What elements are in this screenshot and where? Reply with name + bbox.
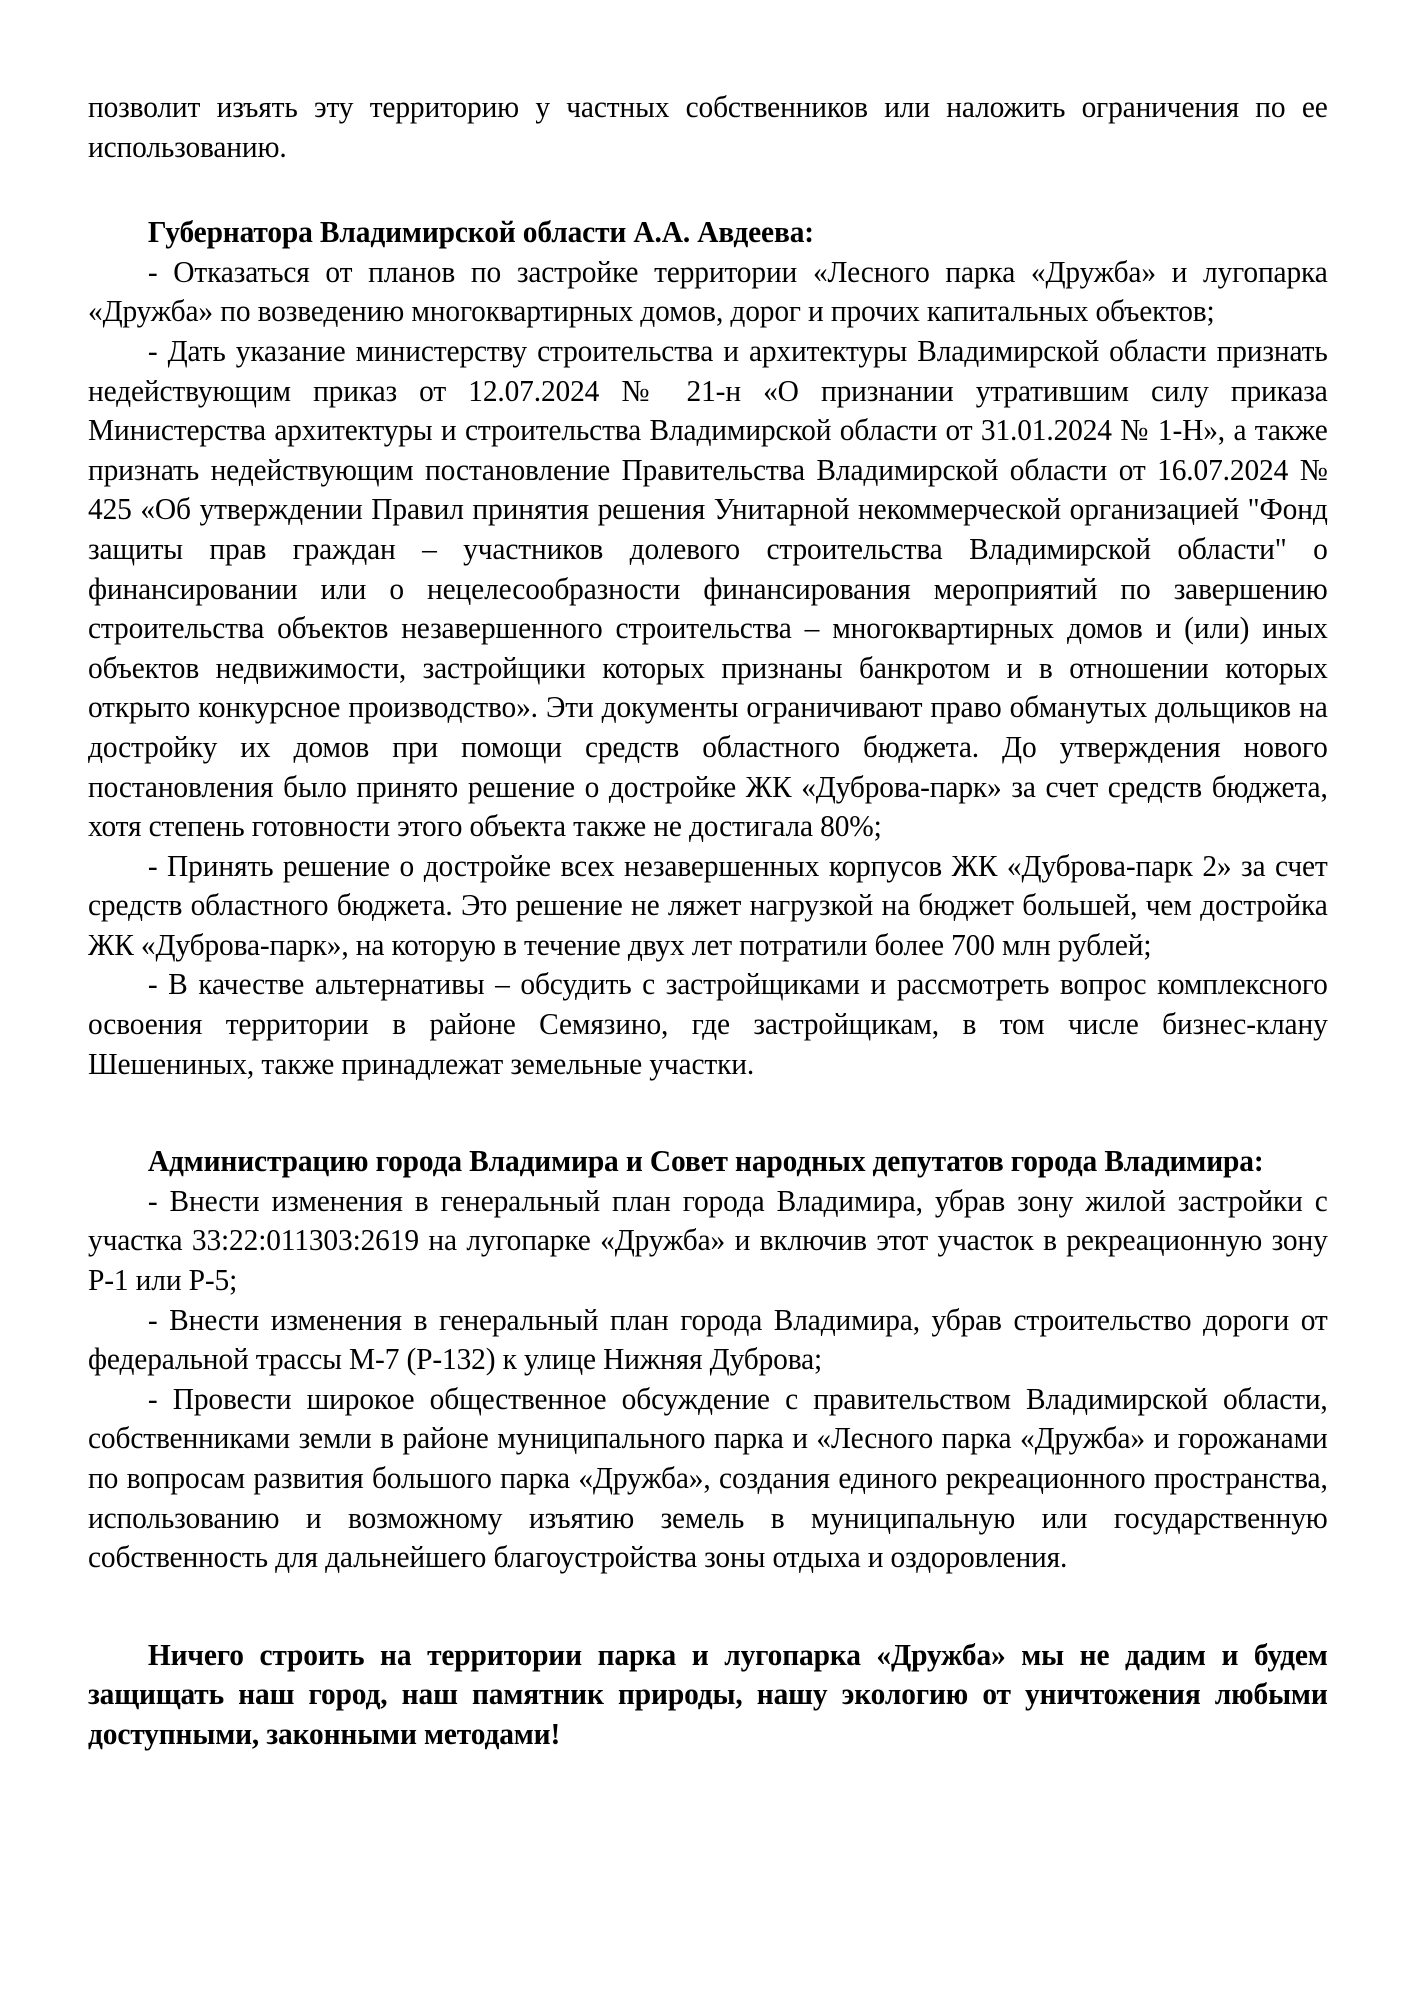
paragraph-closing-statement: Ничего строить на территории парка и лугопарка «Дружба» мы не дадим и будем защищать наш город, наш памятник природы, нашу экологию от уничтожения любыми доступными, законными методами! bbox=[88, 1637, 1328, 1751]
paragraph-city-item-2: - Внести изменения в генеральный план города Владимира, убрав строительство дороги от федеральной трассы М-7 (Р-132) к улице Нижняя Дуброва; bbox=[88, 1302, 1328, 1377]
paragraph-governor-item-1: - Отказаться от планов по застройке территории «Лесного парка «Дружба» и лугопарка «Дружба» по возведению многоквартирных домов, дорог и прочих капитальных объектов; bbox=[88, 254, 1328, 329]
paragraph-governor-item-4: - В качестве альтернативы – обсудить с застройщиками и рассмотреть вопрос комплексного освоения территории в районе Семязино, где застройщикам, в том числе бизнес-клану Шешениных, также принадлежат земельные участки. bbox=[88, 967, 1328, 1081]
paragraph-continuation: позволит изъять эту территорию у частных собственников или наложить ограничения по ее использованию. bbox=[88, 90, 1328, 164]
paragraph-governor-item-2: - Дать указание министерству строительства и архитектуры Владимирской области признать недействующим приказ от 12.07.2024 № 21-н «О признании утратившим силу приказа Министерства архитектуры и строительства Владимирской области от 31.01.2024 № 1-Н», а также признать недействующим постановление Правительства Владимирской области от 16.07.2024 № 425 «Об утверждении Правил принятия решения Унитарной некоммерческой организацией "Фонд защиты прав граждан – участников долевого строительства Владимирской области" о финансировании или о нецелесообразности финансирования мероприятий по завершению строительства объектов незавершенного строительства – многоквартирных домов и (или) иных объектов недвижимости, застройщики которых признаны банкротом и в отношении которых открыто конкурсное производство». Эти документы ограничивают право обманутых дольщиков на достройку их домов при помощи средств областного бюджета. До утверждения нового постановления было принято решение о достройке ЖК «Дуброва-парк» за счет средств бюджета, хотя степень готовности этого объекта также не достигала 80%; bbox=[88, 333, 1328, 844]
paragraph-city-item-3: - Провести широкое общественное обсуждение с правительством Владимирской области, собственниками земли в районе муниципального парка и «Лесного парка «Дружба» и горожанами по вопросам развития большого парка «Дружба», создания единого рекреационного пространства, использованию и возможному изъятию земель в муниципальную или государственную собственность для дальнейшего благоустройства зоны отдыха и оздоровления. bbox=[88, 1381, 1328, 1575]
spacer bbox=[88, 1578, 1328, 1636]
paragraph-governor-item-3: - Принять решение о достройке всех незавершенных корпусов ЖК «Дуброва-парк 2» за счет средств областного бюджета. Это решение не ляжет нагрузкой на бюджет большей, чем достройка ЖК «Дуброва-парк», на которую в течение двух лет потратили более 700 млн рублей; bbox=[88, 848, 1328, 962]
heading-city-administration: Администрацию города Владимира и Совет народных депутатов города Владимира: bbox=[147, 1144, 1264, 1179]
spacer bbox=[88, 167, 1328, 213]
paragraph-city-item-1: - Внести изменения в генеральный план города Владимира, убрав зону жилой застройки с участка 33:22:011303:2619 на лугопарке «Дружба» и включив этот участок в рекреационную зону Р-1 или Р-5; bbox=[88, 1183, 1328, 1298]
document-body bbox=[88, 88, 1328, 1755]
heading-governor: Губернатора Владимирской области А.А. Авдеева: bbox=[147, 215, 814, 250]
spacer bbox=[88, 1084, 1328, 1142]
